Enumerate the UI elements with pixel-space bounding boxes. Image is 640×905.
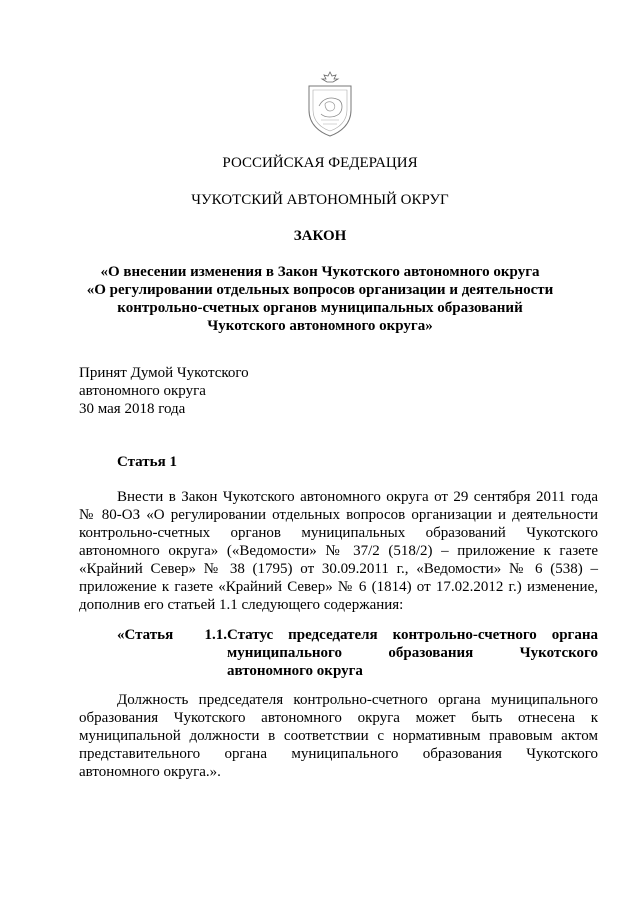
article-1-heading: Статья 1 [117,454,177,470]
paragraph-line: Внести в Закон Чукотского автономного округа от 29 сентября 2011 года [117,489,598,505]
adoption-date: 30 мая 2018 года [79,401,186,417]
article-1-1-title [227,626,598,680]
federation-heading: РОССИЙСКАЯ ФЕДЕРАЦИЯ [222,155,418,171]
law-title-line: Чукотского автономного округа» [207,318,433,334]
article-1-body [79,488,598,614]
article-word: «Статья [117,627,174,643]
paragraph-line: автономного округа» («Ведомости» № 37/2 (518/2) – приложение к газете [79,543,598,559]
adoption-line: Принят Думой Чукотского [79,365,249,381]
okrug-heading: ЧУКОТСКИЙ АВТОНОМНЫЙ ОКРУГ [191,192,449,208]
article-1-1-label [117,626,227,644]
paragraph-line: муниципальной должности в соответствии с нормативным правовым актом [79,728,598,744]
paragraph-line: дополнив его статьей 1.1 следующего содержания: [79,597,404,613]
adoption-line: автономного округа [79,383,206,399]
law-title [0,263,640,335]
article-title-line: Статус председателя контрольно-счетного органа [227,627,598,643]
adoption-block [79,364,249,418]
article-title-line: автономного округа [227,663,363,679]
paragraph-line: № 80-ОЗ «О регулировании отдельных вопросов организации и деятельности [79,507,598,523]
paragraph-line: образования Чукотского автономного округа может быть отнесена к [79,710,598,726]
paragraph-line: представительного органа муниципального образования Чукотского [79,746,598,762]
paragraph-line: автономного округа.». [79,764,221,780]
chukotka-coat-of-arms-icon [301,70,359,138]
article-title-line: муниципального образования Чукотского [227,645,598,661]
paragraph-line: приложение к газете «Крайний Север» № 6 (1814) от 17.02.2012 г.) изменение, [79,579,598,595]
law-title-line: «О внесении изменения в Закон Чукотского автономного округа [100,264,540,280]
article-1-1-body [79,691,598,781]
paragraph-line: контрольно-счетных органов муниципальных образований Чукотского [79,525,598,541]
document-type: ЗАКОН [293,228,347,244]
paragraph-line: «Крайний Север» № 38 (1795) от 30.09.2011 г., «Ведомости» № 6 (538) – [79,561,598,577]
law-title-line: «О регулировании отдельных вопросов организации и деятельности [86,282,554,298]
article-number: 1.1. [204,627,227,643]
paragraph-line: Должность председателя контрольно-счетного органа муниципального [117,692,598,708]
law-title-line: контрольно-счетных органов муниципальных образований [117,300,523,316]
